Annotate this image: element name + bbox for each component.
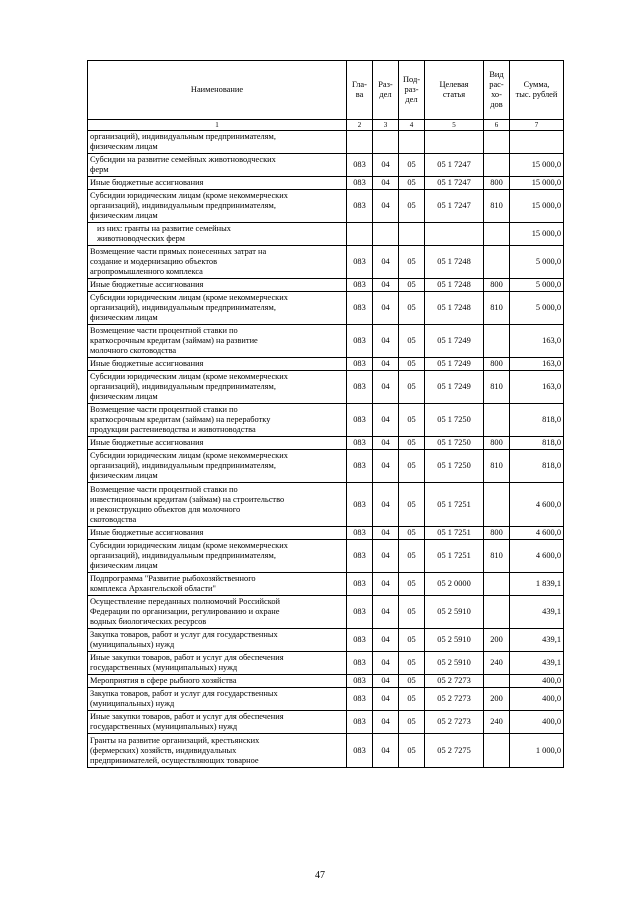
table-cell-vid: 200 — [484, 688, 510, 711]
header-name: Наименование — [88, 61, 347, 120]
table-cell-vid: 810 — [484, 292, 510, 325]
table-cell-sum: 1 839,1 — [510, 573, 564, 596]
table-row — [88, 371, 564, 404]
header-target: Целевая статья — [425, 61, 484, 120]
table-cell-razdel: 04 — [373, 358, 399, 371]
table-row — [88, 527, 564, 540]
table-cell-glava: 083 — [347, 404, 373, 437]
table-cell-glava: 083 — [347, 652, 373, 675]
column-number: 5 — [425, 120, 484, 131]
table-cell-vid — [484, 325, 510, 358]
table-cell-target: 05 1 7248 — [425, 279, 484, 292]
table-cell-vid — [484, 223, 510, 246]
table-cell-name: Иные бюджетные ассигнования — [88, 527, 347, 540]
table-cell-sum: 1 000,0 — [510, 734, 564, 768]
table-cell-vid — [484, 596, 510, 629]
table-cell-target: 05 1 7247 — [425, 177, 484, 190]
table-cell-target: 05 2 7273 — [425, 688, 484, 711]
table-cell-name: Субсидии юридическим лицам (кроме некоммерческих организаций), индивидуальным предпринимателям, физическим лицам — [88, 540, 347, 573]
table-cell-target: 05 1 7248 — [425, 292, 484, 325]
table-cell-sum: 818,0 — [510, 437, 564, 450]
table-cell-podrazdel: 05 — [399, 483, 425, 527]
table-cell-glava: 083 — [347, 540, 373, 573]
table-cell-name: Подпрограмма "Развитие рыбохозяйственного комплекса Архангельской области" — [88, 573, 347, 596]
table-cell-vid: 810 — [484, 540, 510, 573]
table-cell-target: 05 1 7251 — [425, 527, 484, 540]
table-cell-sum: 4 600,0 — [510, 483, 564, 527]
table-cell-target: 05 1 7247 — [425, 190, 484, 223]
table-cell-name: Иные закупки товаров, работ и услуг для обеспечения государственных (муниципальных) нужд — [88, 711, 347, 734]
table-cell-vid: 800 — [484, 177, 510, 190]
table-cell-glava — [347, 223, 373, 246]
table-cell-sum: 15 000,0 — [510, 190, 564, 223]
table-cell-target: 05 2 5910 — [425, 596, 484, 629]
budget-table — [87, 60, 564, 768]
table-cell-podrazdel: 05 — [399, 629, 425, 652]
table-cell-name: Иные бюджетные ассигнования — [88, 437, 347, 450]
table-cell-sum: 4 600,0 — [510, 527, 564, 540]
table-cell-target: 05 1 7249 — [425, 371, 484, 404]
table-cell-razdel: 04 — [373, 437, 399, 450]
table-cell-podrazdel: 05 — [399, 371, 425, 404]
table-cell-glava: 083 — [347, 437, 373, 450]
table-cell-name: Закупка товаров, работ и услуг для государственных (муниципальных) нужд — [88, 629, 347, 652]
table-cell-razdel — [373, 223, 399, 246]
table-cell-razdel: 04 — [373, 652, 399, 675]
table-cell-target: 05 2 5910 — [425, 652, 484, 675]
table-cell-razdel: 04 — [373, 573, 399, 596]
table-row — [88, 437, 564, 450]
page-number: 47 — [315, 870, 325, 881]
table-cell-razdel: 04 — [373, 734, 399, 768]
table-cell-glava: 083 — [347, 527, 373, 540]
table-cell-sum: 439,1 — [510, 652, 564, 675]
table-cell-razdel: 04 — [373, 450, 399, 483]
table-cell-name: Субсидии юридическим лицам (кроме некоммерческих организаций), индивидуальным предпринимателям, физическим лицам — [88, 292, 347, 325]
table-cell-podrazdel: 05 — [399, 688, 425, 711]
table-cell-razdel: 04 — [373, 246, 399, 279]
table-cell-glava: 083 — [347, 629, 373, 652]
table-cell-glava: 083 — [347, 371, 373, 404]
table-cell-name: Субсидии на развитие семейных животноводческих ферм — [88, 154, 347, 177]
table-cell-sum: 163,0 — [510, 325, 564, 358]
table-cell-target: 05 1 7250 — [425, 437, 484, 450]
table-body — [88, 131, 564, 768]
table-cell-vid — [484, 404, 510, 437]
column-number: 6 — [484, 120, 510, 131]
table-cell-vid: 800 — [484, 527, 510, 540]
table-cell-target: 05 1 7249 — [425, 358, 484, 371]
table-cell-podrazdel — [399, 131, 425, 154]
table-row — [88, 177, 564, 190]
table-row — [88, 573, 564, 596]
table-cell-target: 05 1 7251 — [425, 540, 484, 573]
header-sum: Сумма, тыс. рублей — [510, 61, 564, 120]
table-cell-vid: 810 — [484, 450, 510, 483]
table-cell-razdel: 04 — [373, 190, 399, 223]
table-row — [88, 131, 564, 154]
table-row — [88, 190, 564, 223]
table-cell-target: 05 1 7250 — [425, 404, 484, 437]
table-cell-glava: 083 — [347, 292, 373, 325]
table-cell-glava: 083 — [347, 190, 373, 223]
table-cell-target: 05 2 7273 — [425, 675, 484, 688]
table-cell-glava: 083 — [347, 675, 373, 688]
table-cell-name: Закупка товаров, работ и услуг для государственных (муниципальных) нужд — [88, 688, 347, 711]
table-cell-sum: 400,0 — [510, 675, 564, 688]
table-cell-podrazdel: 05 — [399, 652, 425, 675]
table-cell-glava: 083 — [347, 154, 373, 177]
table-cell-vid: 810 — [484, 371, 510, 404]
table-cell-razdel: 04 — [373, 154, 399, 177]
table-cell-glava: 083 — [347, 177, 373, 190]
table-cell-podrazdel: 05 — [399, 596, 425, 629]
table-cell-vid: 800 — [484, 358, 510, 371]
table-cell-sum: 15 000,0 — [510, 223, 564, 246]
table-cell-name: Субсидии юридическим лицам (кроме некоммерческих организаций), индивидуальным предпринимателям, физическим лицам — [88, 371, 347, 404]
table-cell-podrazdel: 05 — [399, 246, 425, 279]
table-cell-glava: 083 — [347, 325, 373, 358]
header-razdel: Раз- дел — [373, 61, 399, 120]
table-row — [88, 358, 564, 371]
table-row — [88, 279, 564, 292]
table-cell-podrazdel: 05 — [399, 190, 425, 223]
table-cell-razdel: 04 — [373, 596, 399, 629]
table-cell-razdel: 04 — [373, 711, 399, 734]
table-cell-target: 05 2 7275 — [425, 734, 484, 768]
table-cell-podrazdel: 05 — [399, 437, 425, 450]
table-cell-name: Возмещение части процентной ставки по краткосрочным кредитам (займам) на переработку продукции растениеводства и животноводства — [88, 404, 347, 437]
column-number: 7 — [510, 120, 564, 131]
table-cell-glava: 083 — [347, 358, 373, 371]
table-row — [88, 223, 564, 246]
table-cell-sum: 5 000,0 — [510, 279, 564, 292]
table-cell-sum — [510, 131, 564, 154]
table-cell-target: 05 2 5910 — [425, 629, 484, 652]
table-cell-glava: 083 — [347, 450, 373, 483]
table-cell-vid: 240 — [484, 711, 510, 734]
table-cell-name: из них: гранты на развитие семейных животноводческих ферм — [88, 223, 347, 246]
table-cell-target: 05 1 7251 — [425, 483, 484, 527]
table-cell-glava: 083 — [347, 711, 373, 734]
table-row — [88, 688, 564, 711]
table-cell-podrazdel: 05 — [399, 177, 425, 190]
table-row — [88, 404, 564, 437]
table-cell-glava: 083 — [347, 573, 373, 596]
table-cell-sum: 5 000,0 — [510, 246, 564, 279]
table-cell-podrazdel: 05 — [399, 573, 425, 596]
column-number: 2 — [347, 120, 373, 131]
table-cell-name: Мероприятия в сфере рыбного хозяйства — [88, 675, 347, 688]
table-cell-sum: 439,1 — [510, 596, 564, 629]
table-cell-vid: 240 — [484, 652, 510, 675]
table-cell-glava: 083 — [347, 483, 373, 527]
table-cell-podrazdel: 05 — [399, 711, 425, 734]
table-cell-name: Иные бюджетные ассигнования — [88, 279, 347, 292]
table-row — [88, 652, 564, 675]
header-glava: Гла- ва — [347, 61, 373, 120]
table-cell-glava — [347, 131, 373, 154]
table-cell-name: Возмещение части процентной ставки по инвестиционным кредитам (займам) на строительство и реконструкцию объектов для молочного скотоводства — [88, 483, 347, 527]
table-cell-razdel: 04 — [373, 404, 399, 437]
column-number-row — [88, 120, 564, 131]
table-cell-razdel: 04 — [373, 483, 399, 527]
table-cell-vid: 810 — [484, 190, 510, 223]
table-cell-podrazdel: 05 — [399, 404, 425, 437]
table-cell-sum: 400,0 — [510, 688, 564, 711]
table-cell-glava: 083 — [347, 734, 373, 768]
table-cell-vid — [484, 675, 510, 688]
table-row — [88, 540, 564, 573]
table-row — [88, 596, 564, 629]
table-cell-vid: 800 — [484, 279, 510, 292]
table-cell-sum: 439,1 — [510, 629, 564, 652]
table-cell-podrazdel: 05 — [399, 675, 425, 688]
table-cell-target: 05 1 7249 — [425, 325, 484, 358]
table-cell-glava: 083 — [347, 246, 373, 279]
table-cell-name: организаций), индивидуальным предпринимателям, физическим лицам — [88, 131, 347, 154]
table-cell-vid — [484, 154, 510, 177]
table-cell-razdel: 04 — [373, 688, 399, 711]
table-cell-podrazdel: 05 — [399, 358, 425, 371]
table-cell-target: 05 1 7250 — [425, 450, 484, 483]
table-cell-sum: 163,0 — [510, 371, 564, 404]
table-cell-podrazdel: 05 — [399, 154, 425, 177]
table-cell-name: Возмещение части прямых понесенных затрат на создание и модернизацию объектов агропромышленного комплекса — [88, 246, 347, 279]
table-cell-razdel: 04 — [373, 325, 399, 358]
table-cell-podrazdel: 05 — [399, 292, 425, 325]
table-cell-target — [425, 131, 484, 154]
table-cell-razdel: 04 — [373, 279, 399, 292]
table-cell-razdel: 04 — [373, 540, 399, 573]
table-cell-razdel: 04 — [373, 629, 399, 652]
table-cell-sum: 163,0 — [510, 358, 564, 371]
table-cell-vid: 800 — [484, 437, 510, 450]
table-cell-podrazdel: 05 — [399, 540, 425, 573]
table-cell-razdel: 04 — [373, 371, 399, 404]
table-cell-vid: 200 — [484, 629, 510, 652]
table-cell-name: Осуществление переданных полномочий Российской Федерации по организации, регулированию и охране водных биологических ресурсов — [88, 596, 347, 629]
table-cell-name: Возмещение части процентной ставки по краткосрочным кредитам (займам) на развитие молочного скотоводства — [88, 325, 347, 358]
table-cell-razdel: 04 — [373, 177, 399, 190]
table-cell-vid — [484, 483, 510, 527]
table-cell-target: 05 1 7247 — [425, 154, 484, 177]
column-number: 4 — [399, 120, 425, 131]
table-row — [88, 711, 564, 734]
table-cell-podrazdel: 05 — [399, 527, 425, 540]
table-cell-sum: 5 000,0 — [510, 292, 564, 325]
table-cell-glava: 083 — [347, 596, 373, 629]
table-cell-sum: 4 600,0 — [510, 540, 564, 573]
column-number: 1 — [88, 120, 347, 131]
table-cell-sum: 15 000,0 — [510, 154, 564, 177]
table-cell-sum: 818,0 — [510, 450, 564, 483]
table-cell-vid — [484, 734, 510, 768]
table-cell-name: Субсидии юридическим лицам (кроме некоммерческих организаций), индивидуальным предпринимателям, физическим лицам — [88, 190, 347, 223]
table-cell-name: Гранты на развитие организаций, крестьянских (фермерских) хозяйств, индивидуальных предпринимателей, осуществляющих товарное — [88, 734, 347, 768]
table-cell-vid — [484, 573, 510, 596]
table-cell-podrazdel: 05 — [399, 325, 425, 358]
column-number: 3 — [373, 120, 399, 131]
table-cell-sum: 818,0 — [510, 404, 564, 437]
table-cell-razdel: 04 — [373, 527, 399, 540]
table-cell-name: Субсидии юридическим лицам (кроме некоммерческих организаций), индивидуальным предпринимателям, физическим лицам — [88, 450, 347, 483]
table-cell-razdel: 04 — [373, 675, 399, 688]
table-cell-razdel — [373, 131, 399, 154]
table-cell-sum: 400,0 — [510, 711, 564, 734]
table-row — [88, 325, 564, 358]
table-cell-vid — [484, 246, 510, 279]
table-cell-name: Иные бюджетные ассигнования — [88, 358, 347, 371]
table-row — [88, 675, 564, 688]
table-row — [88, 292, 564, 325]
table-row — [88, 450, 564, 483]
table-cell-razdel: 04 — [373, 292, 399, 325]
table-row — [88, 246, 564, 279]
table-row — [88, 483, 564, 527]
header-vid: Вид рас- хо- дов — [484, 61, 510, 120]
table-cell-glava: 083 — [347, 279, 373, 292]
header-row — [88, 61, 564, 120]
table-row — [88, 734, 564, 768]
table-cell-target: 05 2 0000 — [425, 573, 484, 596]
table-cell-vid — [484, 131, 510, 154]
table-cell-podrazdel: 05 — [399, 734, 425, 768]
table-cell-podrazdel: 05 — [399, 279, 425, 292]
table-cell-target — [425, 223, 484, 246]
table-cell-target: 05 1 7248 — [425, 246, 484, 279]
table-cell-name: Иные закупки товаров, работ и услуг для обеспечения государственных (муниципальных) нужд — [88, 652, 347, 675]
header-podrazdel: Под- раз- дел — [399, 61, 425, 120]
table-cell-podrazdel: 05 — [399, 450, 425, 483]
table-cell-name: Иные бюджетные ассигнования — [88, 177, 347, 190]
table-cell-glava: 083 — [347, 688, 373, 711]
table-row — [88, 629, 564, 652]
table-cell-sum: 15 000,0 — [510, 177, 564, 190]
table-cell-target: 05 2 7273 — [425, 711, 484, 734]
table-row — [88, 154, 564, 177]
table-cell-podrazdel — [399, 223, 425, 246]
